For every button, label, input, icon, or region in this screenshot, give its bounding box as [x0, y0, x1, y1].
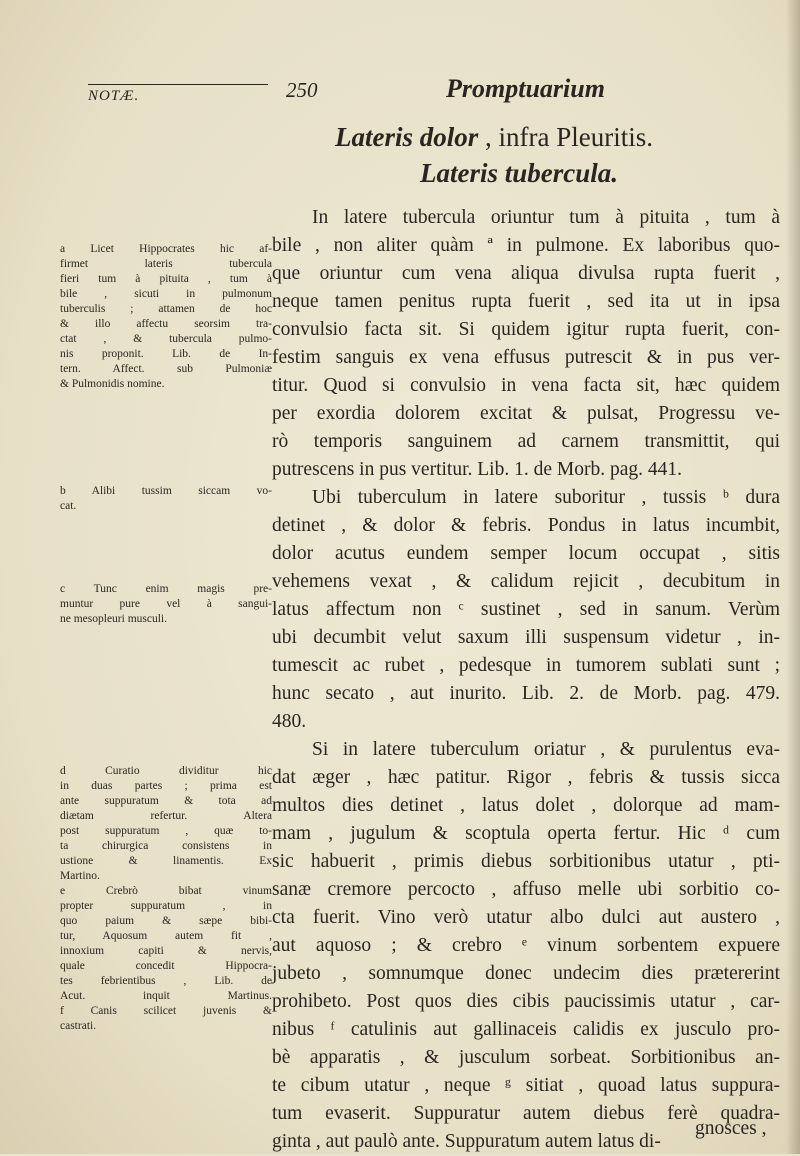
margin-note-line: tuberculis ; attamen de hoc	[60, 303, 272, 315]
section-title-main: Lateris dolor	[335, 122, 479, 152]
text-line: festim sanguis ex vena effusus putrescit & in pus ver-	[272, 347, 780, 368]
text-line: mam , jugulum & scoptula operta fertur. Hic ᵈ cum	[272, 823, 780, 844]
text-line: latus affectum non ᶜ sustinet , sed in sanum. Verùm	[272, 599, 780, 620]
section-title-rest: , infra Pleuritis.	[478, 122, 653, 152]
margin-note-line: innoxium capiti & nervis,	[60, 945, 272, 957]
header-rule	[88, 84, 268, 85]
margin-note-line: c Tunc enim magis pre-	[60, 583, 272, 595]
notes-label: NOTÆ.	[88, 88, 140, 104]
margin-note-line: muntur pure vel à sangui-	[60, 598, 272, 610]
text-line: nibus ᶠ catulinis aut gallinaceis calidis ex jusculo pro-	[272, 1019, 780, 1040]
text-line: putrescens in pus vertitur. Lib. 1. de Morb. pag. 441.	[272, 459, 682, 480]
margin-note-line: propter suppuratum , in	[60, 900, 272, 912]
text-line: ginta , aut paulò ante. Suppuratum autem latus di-	[272, 1131, 661, 1152]
text-line: dat æger , hæc patitur. Rigor , febris & tussis sicca	[272, 767, 780, 788]
margin-note-d	[60, 764, 272, 1034]
text-line: tumescit ac rubet , pedesque in tumorem sublati sunt ;	[272, 655, 780, 676]
text-line: In latere tubercula oriuntur tum à pituita , tum à	[312, 207, 780, 228]
margin-note-line: tes febrientibus , Lib. de	[60, 975, 272, 987]
text-line: per exordia dolorem excitat & pulsat, Progressu ve-	[272, 403, 780, 424]
text-line: prohibeto. Post quos dies cibis paucissimis utatur , car-	[272, 991, 780, 1012]
text-line: vehemens vexat , & calidum rejicit , decubitum in	[272, 571, 780, 592]
catchword: gnosces ,	[695, 1118, 767, 1139]
text-line: aut aquoso ; & crebro ᵉ vinum sorbentem expuere	[272, 935, 780, 956]
text-line: 480.	[272, 711, 307, 732]
margin-note-line: f Canis scilicet juvenis &	[60, 1005, 272, 1017]
margin-note-c	[60, 582, 272, 627]
page-edge-shadow	[786, 0, 800, 1154]
text-line: sic habuerit , primis diebus sorbitionibus utatur , pti-	[272, 851, 780, 872]
margin-note-line: d Curatio dividitur hic	[60, 765, 272, 777]
margin-note-line: firmet lateris tubercula	[60, 258, 272, 270]
margin-note-line: ustione & linamentis. Ex	[60, 855, 272, 867]
text-line: neque tamen penitus rupta fuerit , sed ita ut in ipsa	[272, 291, 780, 312]
text-line: Si in latere tuberculum oriatur , & purulentus eva-	[312, 739, 780, 760]
text-line: ubi decumbit velut saxum illi suspensum videtur , in-	[272, 627, 780, 648]
margin-note-line: ta chirurgica consistens in	[60, 840, 272, 852]
margin-note-line: quo paium & sæpe bibi-	[60, 915, 272, 927]
margin-note-line: tern. Affect. sub Pulmoniæ	[60, 363, 272, 375]
text-line: bile , non aliter quàm ª in pulmone. Ex laboribus quo-	[272, 235, 780, 256]
margin-note-line: castrati.	[60, 1020, 97, 1032]
text-line: Ubi tuberculum in latere suboritur , tussis ᵇ dura	[312, 487, 780, 508]
margin-note-line: & illo affectu seorsim tra-	[60, 318, 272, 330]
margin-note-line: Martino.	[60, 870, 100, 882]
margin-note-line: tur, Aquosum autem fit ,	[60, 930, 272, 942]
text-line: te cibum utatur , neque ᵍ sitiat , quoad latus suppura-	[272, 1075, 780, 1096]
text-line: dolor acutus eundem semper locum occupat , sitis	[272, 543, 780, 564]
margin-note-line: a Licet Hippocrates hic af-	[60, 243, 272, 255]
text-line: sanæ cremore percocto , affuso melle ubi sorbitio co-	[272, 879, 780, 900]
page-number: 250	[286, 78, 318, 102]
margin-note-line: bile , sicuti in pulmonum	[60, 288, 272, 300]
text-line: bè apparatis , & jusculum sorbeat. Sorbitionibus an-	[272, 1047, 780, 1068]
text-line: jubeto , somnumque donec undecim dies prætererint	[272, 963, 780, 984]
margin-note-line: Acut. inquit Martinus.	[60, 990, 272, 1002]
margin-note-b	[60, 484, 272, 514]
main-text	[272, 204, 780, 1156]
margin-note-line: diætam refertur. Altera	[60, 810, 272, 822]
running-header	[88, 74, 778, 114]
text-line: titur. Quod si convulsio in vena facta sit, hæc quidem	[272, 375, 780, 396]
text-line: detinet , & dolor & febris. Pondus in latus incumbit,	[272, 515, 780, 536]
text-line: cta fuerit. Vino verò utatur albo dulci aut austero ,	[272, 907, 780, 928]
text-line: rò temporis sanguinem ad carnem transmittit, qui	[272, 431, 780, 452]
margin-note-line: ante suppuratum & tota ad	[60, 795, 272, 807]
text-line: hunc secato , aut inurito. Lib. 2. de Morb. pag. 479.	[272, 683, 780, 704]
margin-note-line: e Crebrò bibat vinum	[60, 885, 272, 897]
margin-note-line: cat.	[60, 500, 77, 512]
running-title: Promptuarium	[446, 74, 605, 103]
text-line: convulsio facta sit. Si quidem igitur rupta fuerit, con-	[272, 319, 780, 340]
margin-note-line: post suppuratum , quæ to-	[60, 825, 272, 837]
margin-note-a	[60, 242, 272, 392]
margin-note-line: ctat , & tubercula pulmo-	[60, 333, 272, 345]
margin-note-line: quale concedit Hippocra-	[60, 960, 272, 972]
section-subtitle: Lateris tubercula.	[420, 158, 619, 188]
text-line: que oriuntur cum vena aliqua divulsa rupta fuerit ,	[272, 263, 780, 284]
text-line: multos dies detinet , latus dolet , dolorque ad mam-	[272, 795, 780, 816]
margin-note-line: fieri tum à pituita , tum à	[60, 273, 272, 285]
margin-note-line: & Pulmonidis nomine.	[60, 378, 165, 390]
margin-note-line: nis proponit. Lib. de In-	[60, 348, 272, 360]
section-title	[335, 122, 653, 153]
margin-note-line: ne mesopleuri musculi.	[60, 613, 167, 625]
margin-note-line: in duas partes ; prima est	[60, 780, 272, 792]
margin-note-line: b Alibi tussim siccam vo-	[60, 485, 272, 497]
text-line: tum evaserit. Suppuratur autem diebus ferè quadra-	[272, 1103, 780, 1124]
